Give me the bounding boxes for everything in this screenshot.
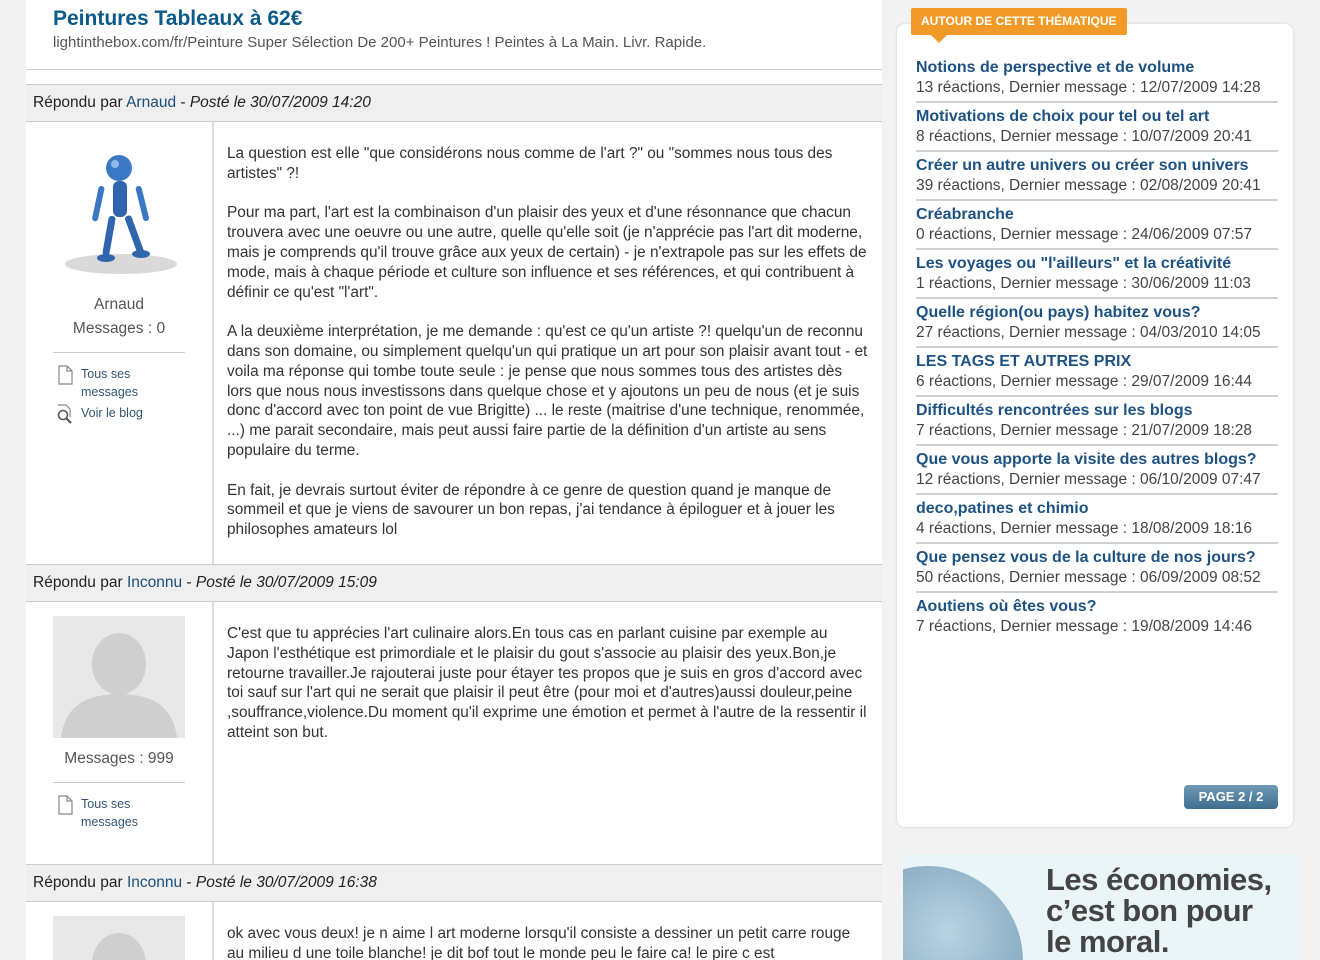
replied-by-label: Répondu par <box>33 574 123 591</box>
related-topic-meta: 6 réactions, Dernier message : 29/07/2009 16:44 <box>916 373 1253 390</box>
related-topic-link[interactable]: Aoutiens où êtes vous? <box>916 598 1097 615</box>
related-topic-meta: 50 réactions, Dernier message : 06/09/2009 08:52 <box>916 569 1261 586</box>
related-topic-link[interactable]: Créer un autre univers ou créer son univers <box>916 157 1249 174</box>
post-content <box>214 602 882 864</box>
view-blog-link[interactable] <box>55 404 212 424</box>
robot-avatar-icon <box>53 146 185 276</box>
magnifier-icon <box>55 404 75 424</box>
related-topic-link[interactable]: Les voyages ou "l'ailleurs" et la créativité <box>916 255 1232 272</box>
banner-line: le moral. <box>1046 924 1169 959</box>
post-header <box>26 84 882 122</box>
divider <box>53 782 185 783</box>
related-topics-panel <box>897 14 1293 827</box>
related-topic-item <box>916 303 1278 348</box>
author-links <box>55 795 212 831</box>
post-paragraph: Pour ma part, l'art est la combinaison d'un plaisir des yeux et d'une résonnance que chacun trouvera avec une oeuvre ou une autre, quelle qu'elle soit (je n'apprécie pas l'art dit moderne, mais je comprends qu'il trouve grâce aux yeux de certain) - je n'extrapole pas sur les effets de mode, mais à chaque période et culture son influence et ses références, et qui contribuent à définir ce qu'est "l'art". <box>227 204 867 301</box>
message-count: Messages : 0 <box>72 320 166 337</box>
related-topic-item <box>916 352 1278 397</box>
related-topic-link[interactable]: Motivations de choix pour tel ou tel art <box>916 108 1210 125</box>
related-topic-link[interactable]: Notions de perspective et de volume <box>916 59 1195 76</box>
post-content <box>214 902 882 960</box>
related-topic-meta: 39 réactions, Dernier message : 02/08/2009 20:41 <box>916 177 1261 194</box>
author-pseudo[interactable]: Arnaud <box>94 296 144 313</box>
post-paragraph: A la deuxième interprétation, je me demande : qu'est ce qu'un artiste ?! quelqu'un de reconnu dans son domaine, ou simplement quelqu'un qui pratique un art pour son plaisir avant tout - et voila ma réponse qui tombe toute seule : je pense que nous sommes tous des artistes dès lors que nous nous investissons dans quelque chose et y ajoutons un peu de nous (et je suis donc d'accord avec ton point de vue Brigitte) ... le reste (maitrise d'une technique, renommée, ...) me parait secondaire, mais peut aussi faire partie de la définition d'un artiste au sens populaire du terme. <box>227 323 868 459</box>
related-topic-item <box>916 548 1278 593</box>
post-header <box>26 864 882 902</box>
related-topic-item <box>916 254 1278 299</box>
view-blog-label: Voir le blog <box>81 406 143 420</box>
header-separator: - <box>182 574 196 591</box>
post-paragraph: En fait, je devrais surtout éviter de répondre à ce genre de question quand je manque de sommeil et que je viens de savourer un bon repas, j'ai tendance à épiloguer et à jouer les philosophes amateurs lol <box>227 481 835 539</box>
related-topic-meta: 27 réactions, Dernier message : 04/03/2010 14:05 <box>916 324 1261 341</box>
post-author-panel <box>26 602 214 864</box>
related-topic-link[interactable]: Créabranche <box>916 206 1014 223</box>
post-content <box>214 122 882 564</box>
globe-image <box>903 866 1023 960</box>
related-topic-meta: 7 réactions, Dernier message : 21/07/2009 18:28 <box>916 422 1253 439</box>
related-topic-link[interactable]: LES TAGS ET AUTRES PRIX <box>916 353 1132 370</box>
post-header <box>26 564 882 602</box>
related-topic-item <box>916 205 1278 250</box>
post-date: Posté le 30/07/2009 14:20 <box>189 94 371 111</box>
related-topic-meta: 0 réactions, Dernier message : 24/06/2009 07:57 <box>916 226 1253 243</box>
author-links <box>55 365 212 424</box>
default-avatar-icon <box>53 916 185 960</box>
related-topic-item <box>916 499 1278 544</box>
banner-slogan <box>1046 864 1272 957</box>
document-icon <box>55 365 75 385</box>
related-topic-meta: 4 réactions, Dernier message : 18/08/2009 18:16 <box>916 520 1253 537</box>
post-date: Posté le 30/07/2009 16:38 <box>195 874 377 891</box>
post-paragraph: La question est elle "que considérons nous comme de l'art ?" ou "sommes nous tous des artistes" ?! <box>227 145 833 182</box>
related-topic-item <box>916 450 1278 495</box>
post-body <box>26 902 882 960</box>
message-count: Messages : 999 <box>64 750 174 767</box>
related-topic-item <box>916 58 1278 103</box>
document-icon <box>55 795 75 815</box>
related-topic-meta: 12 réactions, Dernier message : 06/10/2009 07:47 <box>916 471 1261 488</box>
all-messages-link[interactable] <box>55 795 212 831</box>
avatar[interactable] <box>53 616 185 738</box>
post-body <box>26 122 882 564</box>
related-topic-item <box>916 401 1278 446</box>
related-topic-link[interactable]: Que pensez vous de la culture de nos jours? <box>916 549 1256 566</box>
post-author-link[interactable]: Inconnu <box>126 874 183 891</box>
page-indicator-button[interactable]: PAGE 2 / 2 <box>1184 785 1278 809</box>
avatar[interactable] <box>53 146 185 296</box>
post-author-panel <box>26 902 214 960</box>
post-author-panel <box>26 122 214 564</box>
post-paragraph: ok avec vous deux! je n aime l art moderne lorsqu'il consiste a dessiner un petit carre rouge au milieu d une toile blanche! je dit bof tout le monde peu le faire ca! le pire c est <box>227 925 851 960</box>
related-topic-link[interactable]: Difficultés rencontrées sur les blogs <box>916 402 1193 419</box>
related-topic-link[interactable]: Que vous apporte la visite des autres blogs? <box>916 451 1257 468</box>
header-separator: - <box>182 874 196 891</box>
related-topic-link[interactable]: deco,patines et chimio <box>916 500 1089 517</box>
default-avatar-icon <box>53 616 185 738</box>
related-topics-list <box>916 58 1278 644</box>
banner-line: Les économies, <box>1046 862 1272 897</box>
related-topic-item <box>916 597 1278 640</box>
related-topic-item <box>916 156 1278 201</box>
sponsored-ad <box>26 0 882 70</box>
banner-line: c’est bon pour <box>1046 893 1253 928</box>
header-separator: - <box>176 94 190 111</box>
post-author-link[interactable]: Arnaud <box>126 94 177 111</box>
related-topic-meta: 13 réactions, Dernier message : 12/07/2009 14:28 <box>916 79 1261 96</box>
forum-main-column <box>26 0 882 960</box>
post-author-link[interactable]: Inconnu <box>126 574 183 591</box>
post-paragraph: C'est que tu apprécies l'art culinaire alors.En tous cas en parlant cuisine par exemple au Japon l'esthétique est primordiale et le plaisir du gout s'associe au plaisir des yeux.Bon,je retourne travailler.Je rajouterai juste pour étayer tes propos que je suis en gros d'accord avec toi sauf sur l'art qui ne serait que plaisir il peut être (pour moi et d'autres)aussi douleur,peine ,souffrance,violence.Du moment qu'il exprime une émotion et permet à l'autre de la ressentir il atteint son but. <box>227 625 867 741</box>
all-messages-link[interactable] <box>55 365 212 401</box>
ad-description[interactable]: lightinthebox.com/fr/Peinture Super Sélection De 200+ Peintures ! Peintes à La Main. Livr. Rapide. <box>53 34 707 51</box>
related-topic-meta: 1 réactions, Dernier message : 30/06/2009 11:03 <box>916 275 1251 292</box>
related-topic-link[interactable]: Quelle région(ou pays) habitez vous? <box>916 304 1201 321</box>
post-body <box>26 602 882 864</box>
divider <box>53 352 185 353</box>
all-messages-label: Tous ses messages <box>81 797 138 829</box>
related-topic-meta: 7 réactions, Dernier message : 19/08/2009 14:46 <box>916 618 1253 635</box>
related-topic-item <box>916 107 1278 152</box>
replied-by-label: Répondu par <box>33 874 123 891</box>
related-topics-tab: AUTOUR DE CETTE THÉMATIQUE <box>911 8 1127 35</box>
avatar[interactable] <box>53 916 185 960</box>
advertising-banner[interactable] <box>903 854 1299 960</box>
ad-title-link[interactable]: Peintures Tableaux à 62€ <box>53 7 303 30</box>
post-date: Posté le 30/07/2009 15:09 <box>195 574 377 591</box>
replied-by-label: Répondu par <box>33 94 123 111</box>
related-topic-meta: 8 réactions, Dernier message : 10/07/2009 20:41 <box>916 128 1253 145</box>
all-messages-label: Tous ses messages <box>81 367 138 399</box>
